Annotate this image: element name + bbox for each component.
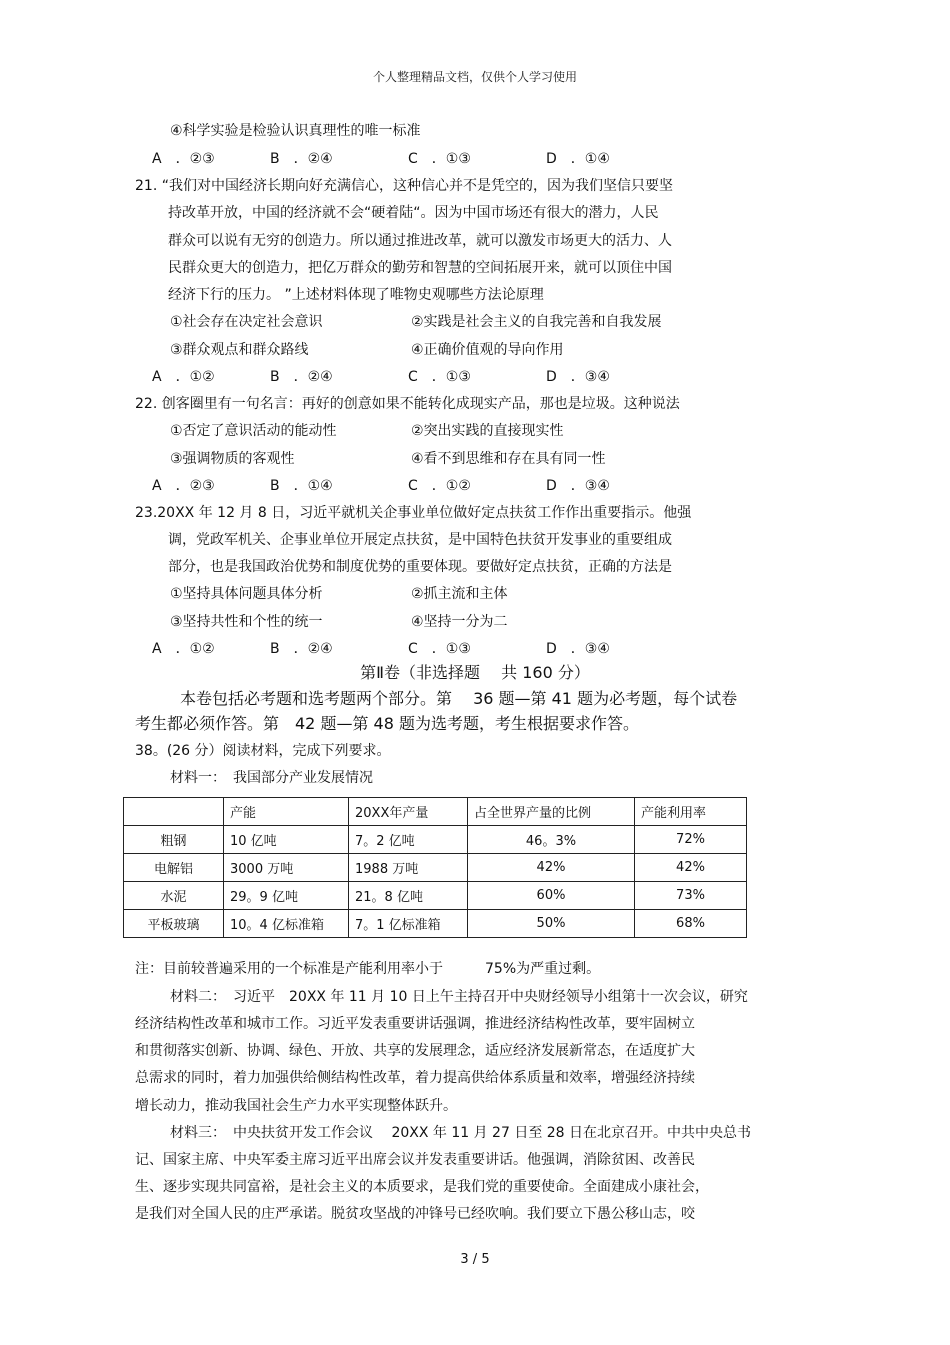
- table-cell: 68%: [635, 910, 747, 938]
- q23-item-2: ②抓主流和主体: [411, 586, 508, 602]
- material-3-line: 是我们对全国人民的庄严承诺。脱贫攻坚战的冲锋号已经吹响。我们要立下愚公移山志，咬: [135, 1206, 695, 1222]
- q23-option-c: C ．①③: [408, 641, 471, 657]
- material-2-line: 增长动力，推动我国社会生产力水平实现整体跃升。: [135, 1098, 457, 1114]
- q21-stem-line: 持改革开放，中国的经济就不会“硬着陆“。因为中国市场还有很大的潜力，人民: [168, 205, 659, 221]
- q21-option-c: C ．①③: [408, 369, 471, 385]
- table-cell: 42%: [468, 854, 635, 882]
- q22-item-4: ④看不到思维和存在具有同一性: [411, 451, 606, 467]
- table-cell: 7。1 亿标准箱: [349, 910, 468, 938]
- table-cell: 60%: [468, 882, 635, 910]
- q21-stem-line: 群众可以说有无穷的创造力。所以通过推进改革，就可以激发市场更大的活力、人: [168, 233, 672, 249]
- table-cell: 1988 万吨: [349, 854, 468, 882]
- table-cell: 50%: [468, 910, 635, 938]
- q21-item-4: ④正确价值观的导向作用: [411, 342, 564, 358]
- table-cell: 水泥: [124, 882, 224, 910]
- page-number: 3 / 5: [460, 1252, 490, 1267]
- table-row: [124, 826, 747, 854]
- material-2-line: 经济结构性改革和城市工作。习近平发表重要讲话强调，推进经济结构性改革，要牢固树立: [135, 1016, 695, 1032]
- q20-option-b: B ．②④: [270, 151, 333, 167]
- part2-title: 第Ⅱ卷（非选择题 共 160 分）: [360, 663, 590, 682]
- part2-intro-line: 本卷包括必考题和选考题两个部分。第 36 题—第 41 题为必考题，每个试卷: [180, 689, 738, 708]
- q23-stem-line: 23.20XX 年 12 月 8 日，习近平就机关企事业单位做好定点扶贫工作作出重要指示。他强: [135, 505, 692, 521]
- table-row: [124, 882, 747, 910]
- table-cell: 42%: [635, 854, 747, 882]
- table-cell: 10。4 亿标准箱: [224, 910, 349, 938]
- q22-option-d: D ．③④: [546, 478, 610, 494]
- table-cell: 72%: [635, 826, 747, 854]
- q22-stem: 22. 创客圈里有一句名言：再好的创意如果不能转化成现实产品，那也是垃圾。这种说法: [135, 396, 680, 412]
- q22-option-c: C ．①②: [408, 478, 471, 494]
- table-note: 注：目前较普遍采用的一个标准是产能利用率小于 75%为严重过剩。: [135, 961, 601, 977]
- table-cell: 平板玻璃: [124, 910, 224, 938]
- q21-item-2: ②实践是社会主义的自我完善和自我发展: [411, 314, 662, 330]
- material-3-line: 记、国家主席、中央军委主席习近平出席会议并发表重要讲话。他强调，消除贫困、改善民: [135, 1152, 695, 1168]
- table-header-cell: [124, 798, 224, 826]
- table-header-cell: 产能: [224, 798, 349, 826]
- q20-option-a: A ．②③: [152, 151, 215, 167]
- table-header-cell: 20XX年产量: [349, 798, 468, 826]
- q21-option-b: B ．②④: [270, 369, 333, 385]
- q23-item-1: ①坚持具体问题具体分析: [170, 586, 323, 602]
- table-cell: 46。3%: [468, 826, 635, 854]
- q23-item-3: ③坚持共性和个性的统一: [170, 614, 323, 630]
- q21-stem-line: 21. “我们对中国经济长期向好充满信心，这种信心并不是凭空的，因为我们坚信只要坚: [135, 178, 673, 194]
- q21-option-d: D ．③④: [546, 369, 610, 385]
- industry-table: [123, 797, 747, 938]
- table-row: [124, 854, 747, 882]
- q21-stem-line: 经济下行的压力。 ”上述材料体现了唯物史观哪些方法论原理: [168, 287, 544, 303]
- table-header-cell: 产能利用率: [635, 798, 747, 826]
- q21-stem-line: 民群众更大的创造力，把亿万群众的勤劳和智慧的空间拓展开来，就可以顶住中国: [168, 260, 672, 276]
- table-cell: 粗钢: [124, 826, 224, 854]
- q20-item-4: ④科学实验是检验认识真理性的唯一标准: [170, 123, 421, 139]
- material-2-line: 材料二： 习近平 20XX 年 11 月 10 日上午主持召开中央财经领导小组第十一次会议，研究: [170, 989, 748, 1005]
- q22-item-1: ①否定了意识活动的能动性: [170, 423, 337, 439]
- material-1-title: 材料一： 我国部分产业发展情况: [170, 770, 373, 786]
- q21-item-3: ③群众观点和群众路线: [170, 342, 309, 358]
- q23-option-d: D ．③④: [546, 641, 610, 657]
- q21-option-a: A ．①②: [152, 369, 215, 385]
- table-cell: 73%: [635, 882, 747, 910]
- table-cell: 3000 万吨: [224, 854, 349, 882]
- q22-item-3: ③强调物质的客观性: [170, 451, 295, 467]
- q22-option-b: B ．①④: [270, 478, 333, 494]
- part2-intro-line: 考生都必须作答。第 42 题—第 48 题为选考题，考生根据要求作答。: [135, 714, 639, 733]
- table-cell: 29。9 亿吨: [224, 882, 349, 910]
- material-2-line: 总需求的同时，着力加强供给侧结构性改革，着力提高供给体系质量和效率，增强经济持续: [135, 1070, 695, 1086]
- table-row: [124, 910, 747, 938]
- q22-option-a: A ．②③: [152, 478, 215, 494]
- table-cell: 10 亿吨: [224, 826, 349, 854]
- q22-item-2: ②突出实践的直接现实性: [411, 423, 564, 439]
- table-cell: 电解铝: [124, 854, 224, 882]
- q23-item-4: ④坚持一分为二: [411, 614, 508, 630]
- page-header: 个人整理精品文档，仅供个人学习使用: [372, 70, 577, 84]
- table-cell: 7。2 亿吨: [349, 826, 468, 854]
- table-cell: 21。8 亿吨: [349, 882, 468, 910]
- q23-option-a: A ．①②: [152, 641, 215, 657]
- q21-item-1: ①社会存在决定社会意识: [170, 314, 323, 330]
- material-3-line: 生、逐步实现共同富裕，是社会主义的本质要求，是我们党的重要使命。全面建成小康社会，: [135, 1179, 709, 1195]
- q20-option-d: D ．①④: [546, 151, 610, 167]
- q38-heading: 38。(26 分）阅读材料，完成下列要求。: [135, 743, 391, 759]
- material-2-line: 和贯彻落实创新、协调、绿色、开放、共享的发展理念，适应经济发展新常态，在适度扩大: [135, 1043, 695, 1059]
- q23-option-b: B ．②④: [270, 641, 333, 657]
- q23-stem-line: 部分，也是我国政治优势和制度优势的重要体现。要做好定点扶贫，正确的方法是: [168, 559, 672, 575]
- table-header-row: [124, 798, 747, 826]
- table-header-cell: 占全世界产量的比例: [468, 798, 635, 826]
- q23-stem-line: 调，党政军机关、企事业单位开展定点扶贫，是中国特色扶贫开发事业的重要组成: [168, 532, 672, 548]
- q20-option-c: C ．①③: [408, 151, 471, 167]
- material-3-line: 材料三： 中央扶贫开发工作会议 20XX 年 11 月 27 日至 28 日在北京召开。中共中央总书: [170, 1125, 752, 1141]
